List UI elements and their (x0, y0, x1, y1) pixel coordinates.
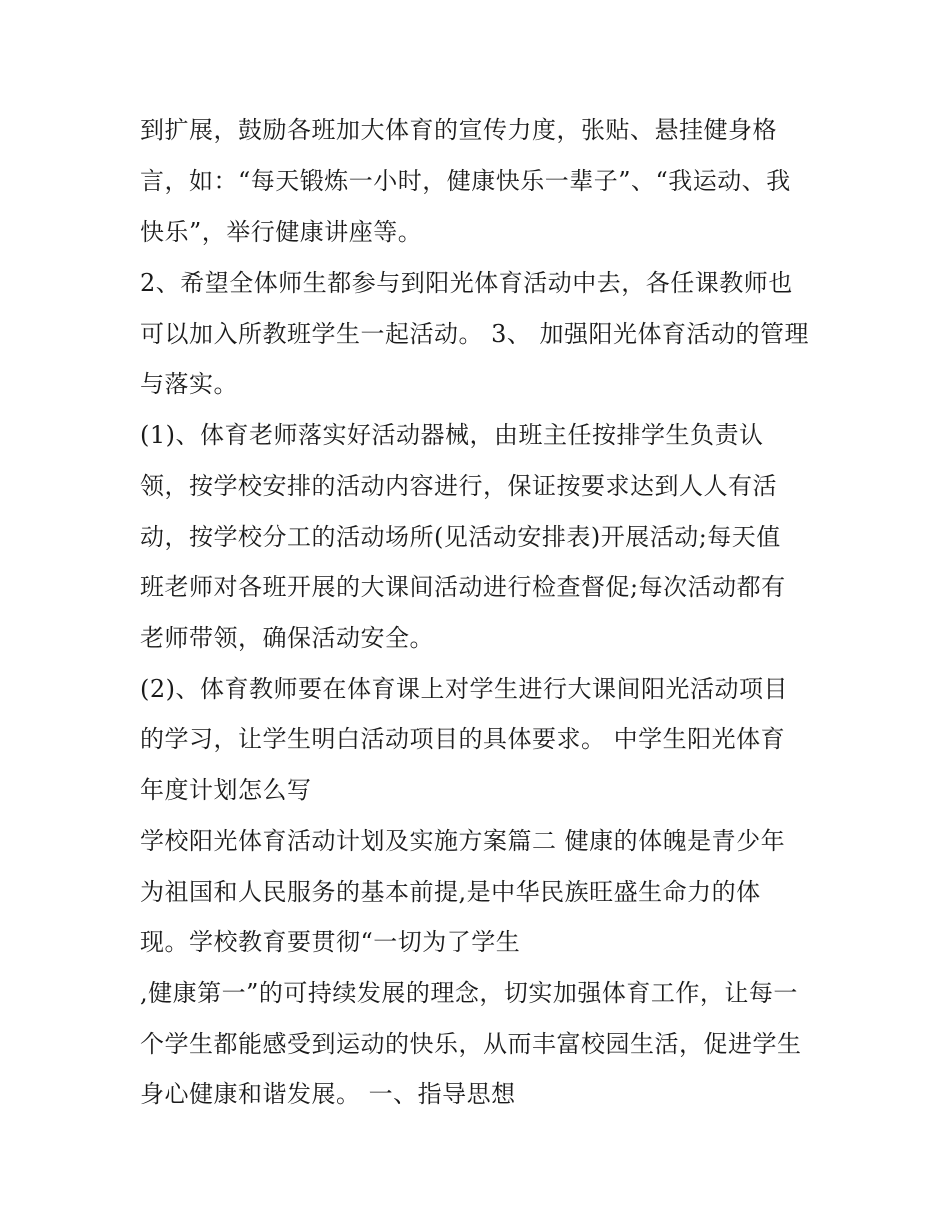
text-line: (1)、体育老师落实好活动器械，由班主任按排学生负责认 (140, 421, 764, 449)
text-line: 现。学校教育要贯彻“一切为了学生 (140, 928, 521, 956)
text-line: 学校阳光体育活动计划及实施方案篇二 健康的体魄是青少年 (140, 827, 786, 855)
text-line: 的学习，让学生明白活动项目的具体要求。 中学生阳光体育 (140, 725, 786, 753)
text-line: 身心健康和谐发展。 一、指导思想 (140, 1080, 516, 1108)
text-line: 动，按学校分工的活动场所(见活动安排表)开展活动;每天值 (140, 523, 781, 551)
text-line: 为祖国和人民服务的基本前提,是中华民族旺盛生命力的体 (140, 878, 761, 906)
text-line: ,健康第一”的可持续发展的理念，切实加强体育工作，让每一 (140, 979, 798, 1007)
text-line: 可以加入所教班学生一起活动。 3、 加强阳光体育活动的管理 (140, 320, 810, 348)
text-line: 言，如：“每天锻炼一小时，健康快乐一辈子”、“我运动、我 (140, 167, 791, 195)
text-line: 2、希望全体师生都参与到阳光体育活动中去，各任课教师也 (140, 269, 793, 297)
text-line: (2)、体育教师要在体育课上对学生进行大课间阳光活动项目 (140, 675, 788, 703)
text-line: 与落实。 (140, 370, 238, 398)
text-line: 老师带领，确保活动安全。 (140, 624, 434, 652)
text-line: 个学生都能感受到运动的快乐，从而丰富校园生活，促进学生 (140, 1030, 802, 1058)
text-line: 班老师对各班开展的大课间活动进行检查督促;每次活动都有 (140, 573, 786, 601)
text-line: 到扩展，鼓励各班加大体育的宣传力度，张贴、悬挂健身格 (140, 116, 777, 144)
text-line: 快乐”，举行健康讲座等。 (140, 218, 423, 246)
text-line: 领，按学校安排的活动内容进行，保证按要求达到人人有活 (140, 472, 777, 500)
text-line: 年度计划怎么写 (140, 776, 312, 804)
